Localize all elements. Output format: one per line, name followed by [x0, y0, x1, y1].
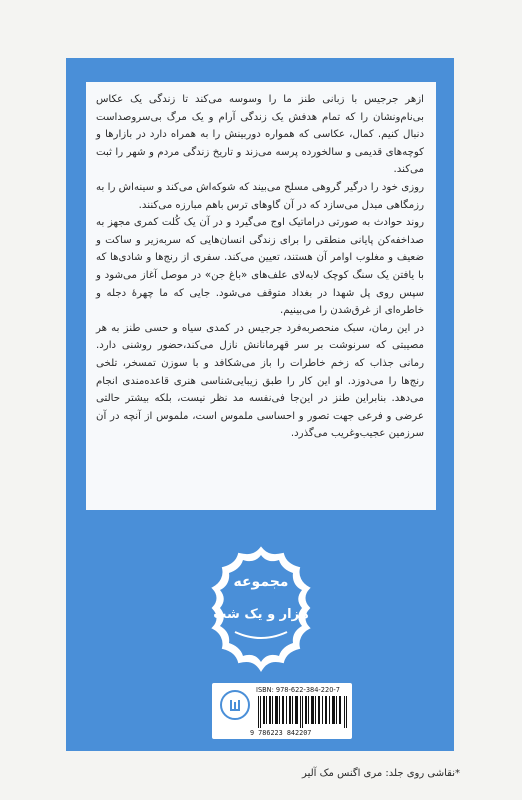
blurb-paragraph-3: روند حوادث به صورتی دراماتیک اوج می‌گیرد و در آن یک کُلت کمری مجهز به صداخفه‌کن پایانی منطقی را برای زندگی انسان‌هایی که سربه‌زیر و ساکت و ضعیف و مغلوب اوامر آن هستند، تعیین می‌کند. سفری از رنج‌ها و شادی‌ها که با یافتن یک سنگ کوچک لابه‌لای علف‌های «باغ جن» در موصل آغاز می‌شود و سپس روی پل شهدا در بغداد متوقف می‌شود. جایی که ما چهرهٔ دجله و خاطره‌ای از غرق‌شدن را می‌بینیم.	[96, 217, 424, 317]
blurb-text-box	[86, 82, 436, 510]
cover-art-credit: *نقاشی روی جلد: مری اگنس مک آلیر	[302, 768, 460, 779]
blurb-paragraph-2: روزی خود را درگیر گروهی مسلح می‌بیند که شوکه‌اش می‌کند و سینه‌اش را به رزمگاهی مبدل می‌سازد که در آن گاوهای ترس باهم مبارزه می‌کنند.	[96, 181, 424, 211]
publisher-logo-icon	[220, 690, 250, 720]
isbn-label: ISBN: 978-622-384-220-7	[256, 686, 340, 694]
seal-title: هزار و یک شب	[213, 607, 309, 622]
seal-top-word: مجموعه	[233, 574, 289, 590]
series-seal-icon	[205, 546, 317, 672]
blurb-paragraph-4: در این رمان، سبک منحصربه‌فرد جرجیس در کمدی سیاه و حسی طنز به هر مصیبتی که سرنوشت بر سر قهرمانانش نازل می‌کند،حضور روشنی دارد. رمانی جذاب که زخم خاطرات را باز می‌شکافد و با سوزن تمسخر، تلخی رنج‌ها را می‌دوزد. او این کار را طبق زیبایی‌شناسی هنری قاعده‌مندی انجام می‌دهد. بنابراین طنز در این‌جا فی‌نفسه مد نظر نیست، بلکه بیشتر حالتی عرضی و فرعی جهت تصور و احساسی ملموس است، ملموس از آنچه در آن سرزمین عجیب‌وغریب می‌گذرد.	[96, 322, 424, 440]
barcode-icon	[258, 696, 348, 728]
blurb-paragraph-1: ازهر جرجیس با زبانی طنز ما را وسوسه می‌کند تا زندگی یک عکاس بی‌نام‌ونشان را که تمام هدفش یک زندگی آرام و یک مرگ بی‌سروصداست دنبال کنیم. کمال، عکاسی که همواره دوربینش را به همراه دارد در بازارها و کوچه‌های قدیمی و سالخورده پرسه می‌زند و تاریخ زندگی مردم و شهر را ثبت می‌کند.	[96, 94, 424, 176]
barcode-digits: 9 786223 842207	[250, 729, 312, 737]
